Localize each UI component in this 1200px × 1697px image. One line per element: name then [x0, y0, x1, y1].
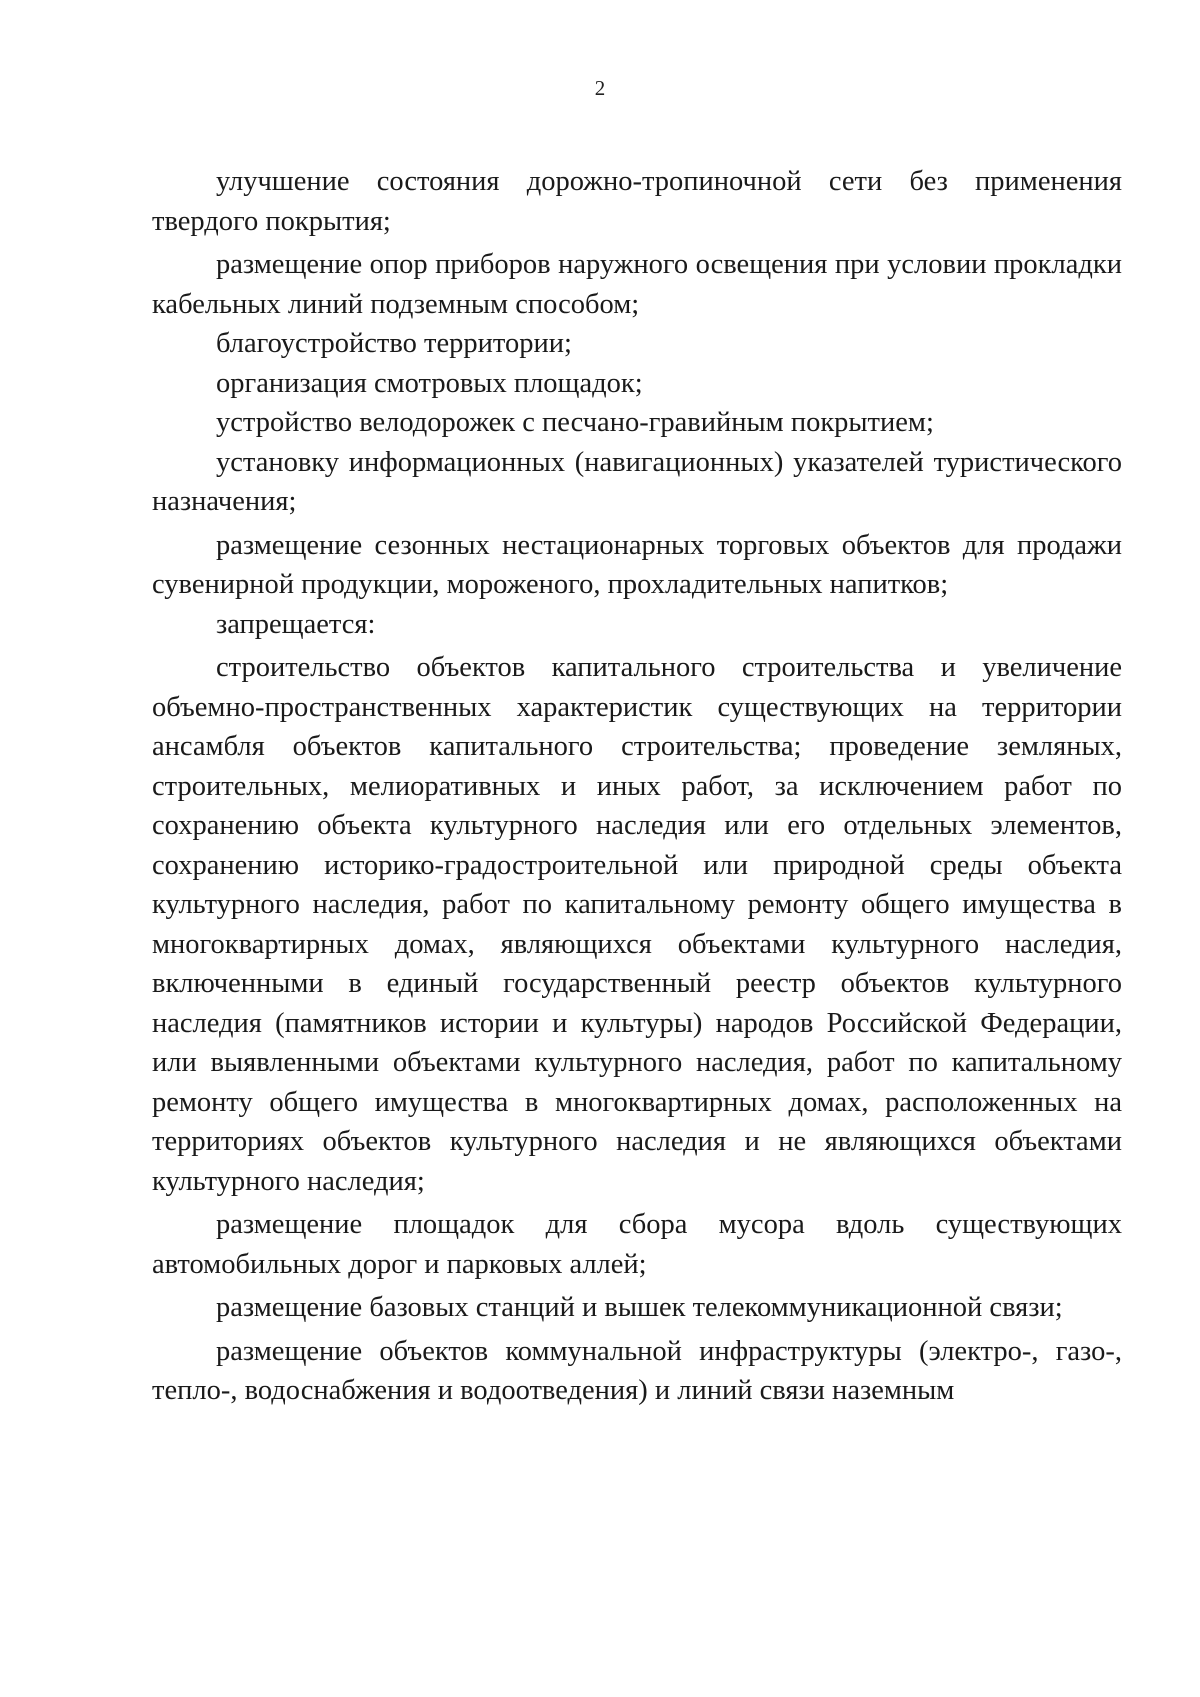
paragraph: улучшение состояния дорожно-тропиночной сети без применения твердого покрытия; [152, 166, 1122, 237]
paragraph: размещение опор приборов наружного освещения при условии прокладки кабельных линий подземным способом; [152, 249, 1122, 320]
paragraph: запрещается: [216, 608, 376, 640]
paragraph: размещение объектов коммунальной инфраструктуры (электро-, газо-, тепло-, водоснабжения и водоотведения) и линий связи наземным [152, 1335, 1122, 1406]
page-number: 2 [594, 76, 606, 100]
paragraph: установку информационных (навигационных) указателей туристического назначения; [152, 446, 1122, 517]
paragraph: размещение базовых станций и вышек телекоммуникационной связи; [216, 1292, 1063, 1323]
paragraph: организация смотровых площадок; [216, 367, 643, 399]
paragraph: строительство объектов капитального строительства и увеличение объемно-пространственных характеристик существующих на территории ансамбля объектов капитального строительства; проведение земляных, строительных, мелиоративных и иных работ, за исключением работ по сохранению объекта культурного наследия или его отдельных элементов, сохранению историко-градостроительной или природной среды объекта культурного наследия, работ по капитальному ремонту общего имущества в многоквартирных домах, являющихся объектами культурного наследия, включенными в единый государственный реестр объектов культурного наследия (памятников истории и культуры) народов Российской Федерации, или выявленными объектами культурного наследия, работ по капитальному ремонту общего имущества в многоквартирных домах, расположенных на территориях объектов культурного наследия и не являющихся объектами культурного наследия; [152, 652, 1122, 1197]
paragraph: размещение сезонных нестационарных торговых объектов для продажи сувенирной продукции, мороженого, прохладительных напитков; [152, 529, 1122, 600]
paragraph: благоустройство территории; [216, 328, 572, 359]
document-body [152, 162, 1122, 1411]
paragraph: размещение площадок для сбора мусора вдоль существующих автомобильных дорог и парковых аллей; [152, 1209, 1122, 1280]
paragraph: устройство велодорожек с песчано-гравийным покрытием; [216, 407, 934, 438]
